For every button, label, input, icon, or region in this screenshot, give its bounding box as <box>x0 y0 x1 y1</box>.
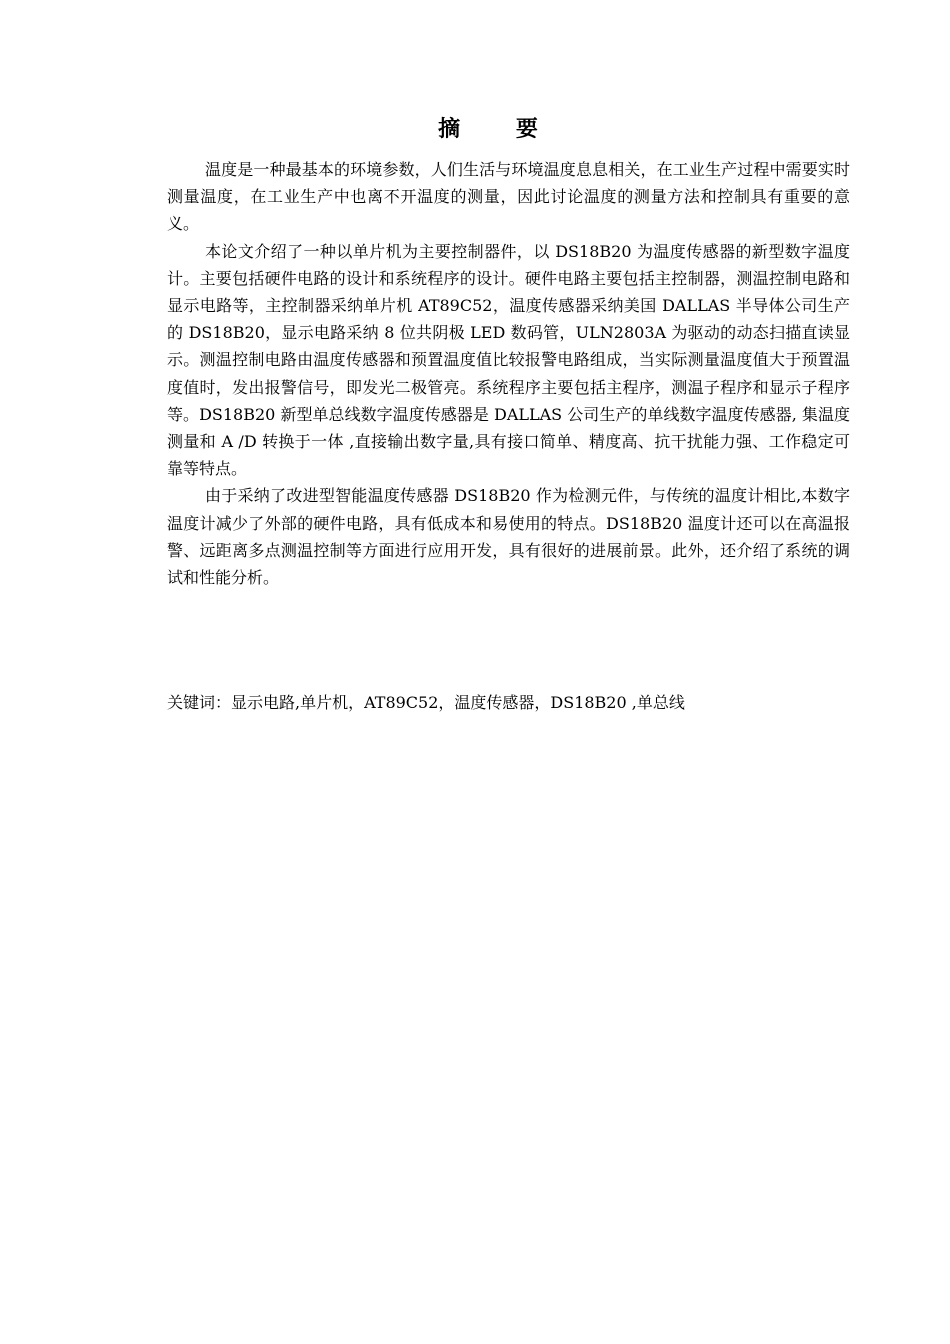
abstract-paragraph-2: 本论文介绍了一种以单片机为主要控制器件，以 DS18B20 为温度传感器的新型数字温度计。主要包括硬件电路的设计和系统程序的设计。硬件电路主要包括主控制器，测温控制电路和显示电路等，主控制器采纳单片机 AT89C52，温度传感器采纳美国 DALLAS 半导体公司生产的 DS18B20，显示电路采纳 8 位共阴极 LED 数码管，ULN2803A 为驱动的动态扫描直读显示。测温控制电路由温度传感器和预置温度值比较报警电路组成，当实际测量温度值大于预置温度值时，发出报警信号，即发光二极管亮。系统程序主要包括主程序，测温子程序和显示子程序等。DS18B20 新型单总线数字温度传感器是 DALLAS 公司生产的单线数字温度传感器, 集温度测量和 A /D 转换于一体 ,直接输出数字量,具有接口简单、精度高、抗干扰能力强、工作稳定可靠等特点。 <box>167 241 850 479</box>
abstract-title: 摘 要 <box>438 117 562 142</box>
abstract-paragraph-3: 由于采纳了改进型智能温度传感器 DS18B20 作为检测元件，与传统的温度计相比,本数字温度计减少了外部的硬件电路，具有低成本和易使用的特点。DS18B20 温度计还可以在高温报警、远距离多点测温控制等方面进行应用开发，具有很好的进展前景。此外，还介绍了系统的调试和性能分析。 <box>167 486 850 588</box>
keywords-line: 关键词：显示电路,单片机，AT89C52，温度传感器，DS18B20 ,单总线 <box>167 693 685 712</box>
abstract-body <box>167 156 850 591</box>
abstract-paragraph-1: 温度是一种最基本的环境参数，人们生活与环境温度息息相关，在工业生产过程中需要实时测量温度，在工业生产中也离不开温度的测量，因此讨论温度的测量方法和控制具有重要的意义。 <box>167 160 850 234</box>
